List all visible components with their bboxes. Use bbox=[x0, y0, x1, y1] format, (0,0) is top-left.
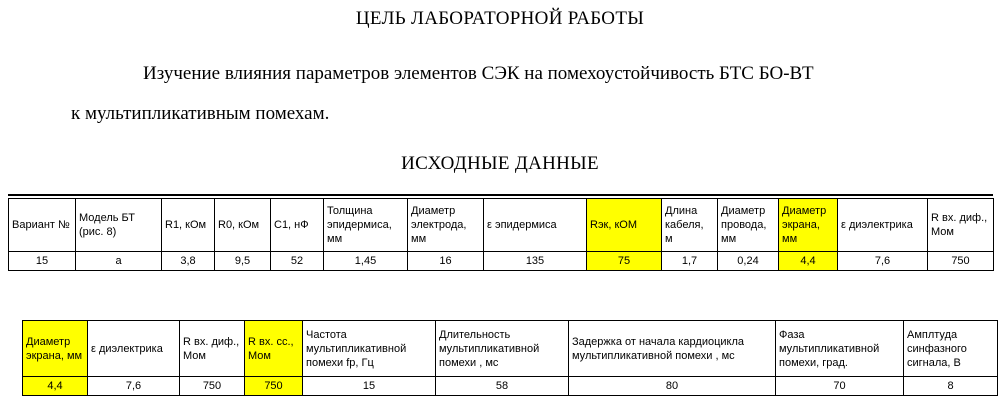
table-cell-highlighted: 750 bbox=[245, 377, 303, 396]
table-cell: 750 bbox=[928, 252, 994, 271]
source-data-table-1 bbox=[8, 198, 994, 271]
table-cell-highlighted: 4,4 bbox=[23, 377, 88, 396]
table-cell: 16 bbox=[408, 252, 484, 271]
table-header-row bbox=[23, 321, 998, 377]
table-cell-highlighted: 4,4 bbox=[779, 252, 838, 271]
table-header-cell: Диаметр провода, мм bbox=[718, 199, 779, 252]
page-title: ЦЕЛЬ ЛАБОРАТОРНОЙ РАБОТЫ bbox=[355, 8, 645, 29]
table-header-cell: Модель БТ (рис. 8) bbox=[76, 199, 162, 252]
table-header-cell-highlighted: R вх. сс., Мом bbox=[245, 321, 303, 377]
table-header-cell: Длительность мультипликативной помехи , мс bbox=[436, 321, 569, 377]
table-header-cell: Задержка от начала кардиоцикла мультипликативной помехи , мс bbox=[569, 321, 776, 377]
table-cell: 58 bbox=[436, 377, 569, 396]
table-header-cell: Длина кабеля, м bbox=[662, 199, 718, 252]
table-cell: 7,6 bbox=[838, 252, 928, 271]
table-header-cell: Фаза мультипликативной помехи, град. bbox=[776, 321, 904, 377]
section-title: ИСХОДНЫЕ ДАННЫЕ bbox=[401, 153, 599, 174]
table-header-cell-highlighted: Диаметр экрана, мм bbox=[23, 321, 88, 377]
table-cell: 7,6 bbox=[88, 377, 180, 396]
table-header-cell-highlighted: Rэк, кОМ bbox=[587, 199, 662, 252]
purpose-text-line1: Изучение влияния параметров элементов СЭК на помехоустойчивость БТС БО-ВТ bbox=[143, 63, 814, 84]
table-header-row bbox=[9, 199, 994, 252]
table-cell: 15 bbox=[303, 377, 436, 396]
table-header-cell: R вх. диф., Мом bbox=[180, 321, 245, 377]
table-header-cell: C1, нФ bbox=[271, 199, 324, 252]
table-cell: 0,24 bbox=[718, 252, 779, 271]
table-header-cell: ε эпидермиса bbox=[484, 199, 587, 252]
source-data-table-2 bbox=[22, 320, 998, 396]
purpose-text-line2: к мультипликативным помехам. bbox=[71, 103, 330, 124]
table-top-rule bbox=[8, 194, 993, 196]
table-header-cell: Амплтуда синфазного сигнала, В bbox=[904, 321, 998, 377]
table-header-cell: R1, кОм bbox=[162, 199, 215, 252]
table-value-row bbox=[9, 252, 994, 271]
table-cell: а bbox=[76, 252, 162, 271]
table-cell: 9,5 bbox=[215, 252, 271, 271]
table-cell: 1,7 bbox=[662, 252, 718, 271]
table-header-cell: Частота мультипликативной помехи fp, Гц bbox=[303, 321, 436, 377]
table-value-row bbox=[23, 377, 998, 396]
table-cell-highlighted: 75 bbox=[587, 252, 662, 271]
table-cell: 1,45 bbox=[324, 252, 408, 271]
table-header-cell: Вариант № bbox=[9, 199, 76, 252]
table-header-cell: R0, кОм bbox=[215, 199, 271, 252]
table-cell: 3,8 bbox=[162, 252, 215, 271]
table-header-cell: R вх. диф., Мом bbox=[928, 199, 994, 252]
table-cell: 15 bbox=[9, 252, 76, 271]
table-cell: 70 bbox=[776, 377, 904, 396]
table-header-cell: Толщина эпидермиса, мм bbox=[324, 199, 408, 252]
table-cell: 80 bbox=[569, 377, 776, 396]
table-header-cell: ε диэлектрика bbox=[838, 199, 928, 252]
table-cell: 52 bbox=[271, 252, 324, 271]
table-header-cell-highlighted: Диаметр экрана, мм bbox=[779, 199, 838, 252]
table-header-cell: Диаметр электрода, мм bbox=[408, 199, 484, 252]
table-header-cell: ε диэлектрика bbox=[88, 321, 180, 377]
table-cell: 135 bbox=[484, 252, 587, 271]
table-cell: 750 bbox=[180, 377, 245, 396]
table-cell: 8 bbox=[904, 377, 998, 396]
